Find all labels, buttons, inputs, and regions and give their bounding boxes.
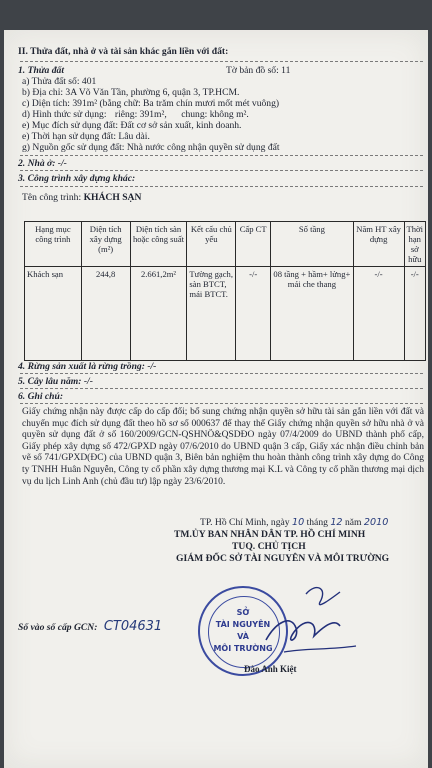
handwritten-signature bbox=[236, 562, 376, 672]
construction-name bbox=[22, 192, 141, 203]
map-sheet: Tờ bản đồ số: 11 bbox=[226, 65, 291, 76]
land-purpose: e) Mục đích sử dụng đất: Đất cơ sở sản xuất, kinh doanh. bbox=[22, 120, 242, 131]
date-place: TP. Hồ Chí Minh, ngày bbox=[200, 517, 290, 528]
perennial-line: 5. Cây lâu năm: -/- bbox=[18, 376, 93, 387]
registry-line bbox=[18, 621, 162, 633]
signer-title: GIÁM ĐỐC SỞ TÀI NGUYÊN VÀ MÔI TRƯỜNG bbox=[176, 553, 390, 564]
column-header: Cấp CT bbox=[236, 222, 271, 267]
column-header: Diện tích xây dựng (m²) bbox=[81, 222, 130, 267]
construction-name-label: Tên công trình: bbox=[22, 192, 82, 203]
certificate-page bbox=[4, 30, 428, 768]
divider bbox=[20, 170, 423, 171]
divider bbox=[20, 61, 423, 62]
registry-label: Số vào số cấp GCN: bbox=[18, 622, 98, 633]
date-month-label: tháng bbox=[306, 517, 328, 528]
signer-name: Đào Anh Kiệt bbox=[244, 664, 297, 674]
column-header: Diện tích sàn hoặc công suất bbox=[130, 222, 187, 267]
issuing-org: TM.ỦY BAN NHÂN DÂN TP. HỒ CHÍ MINH bbox=[174, 529, 366, 540]
divider bbox=[20, 186, 423, 187]
date-year-label: năm bbox=[344, 517, 362, 528]
authorization: TUQ. CHỦ TỊCH bbox=[232, 541, 306, 552]
seal-text: MÔI TRƯỜNG bbox=[213, 644, 273, 653]
section-title: II. Thửa đất, nhà ở và tài sản khác gắn liền với đất: bbox=[18, 46, 229, 57]
column-header: Số tầng bbox=[271, 222, 354, 267]
area: c) Diện tích: 391m² (bằng chữ: Ba trăm chín mươi mốt mét vuông) bbox=[22, 98, 280, 109]
column-header: Năm HT xây dựng bbox=[353, 222, 404, 267]
divider bbox=[20, 155, 423, 156]
date-day: 10 bbox=[291, 517, 305, 528]
table-cell: -/- bbox=[404, 267, 425, 361]
parcel-number: a) Thửa đất số: 401 bbox=[22, 76, 97, 87]
date-year: 2010 bbox=[363, 517, 389, 528]
table-row bbox=[25, 267, 426, 361]
divider bbox=[20, 373, 423, 374]
date-month: 12 bbox=[330, 517, 343, 528]
seal-text: VÀ bbox=[237, 632, 249, 641]
column-header: Thời hạn sở hữu bbox=[404, 222, 425, 267]
usage-shared: chung: không m². bbox=[181, 109, 249, 120]
registry-value: CT04631 bbox=[103, 619, 163, 634]
usage-private: riêng: 391m², bbox=[114, 109, 167, 120]
house-line: 2. Nhà ở: -/- bbox=[18, 158, 67, 169]
column-header: Hạng mục công trình bbox=[25, 222, 82, 267]
land-origin: g) Nguồn gốc sử dụng đất: Nhà nước công nhận quyền sử dụng đất bbox=[22, 142, 280, 153]
divider bbox=[20, 388, 423, 389]
table-cell: Khách sạn bbox=[25, 267, 82, 361]
forest-line: 4. Rừng sản xuất là rừng trồng: -/- bbox=[18, 361, 157, 372]
table-cell: 2.661,2m² bbox=[130, 267, 187, 361]
table-cell: 08 tầng + hầm+ lửng+ mái che thang bbox=[271, 267, 354, 361]
construction-heading: 3. Công trình xây dựng khác: bbox=[18, 173, 136, 184]
table-cell: 244,8 bbox=[81, 267, 130, 361]
seal-text: SỞ bbox=[236, 608, 250, 617]
usage-form-label: d) Hình thức sử dụng: bbox=[22, 109, 107, 120]
divider bbox=[20, 403, 423, 404]
table-cell: Tường gạch, sàn BTCT, mái BTCT. bbox=[187, 267, 236, 361]
address: b) Địa chỉ: 3A Võ Văn Tần, phường 6, quận 3, TP.HCM. bbox=[22, 87, 240, 98]
seal-text: TÀI NGUYÊN bbox=[215, 620, 271, 629]
land-heading: 1. Thửa đất bbox=[18, 65, 64, 76]
column-header: Kết cấu chủ yếu bbox=[187, 222, 236, 267]
signing-date bbox=[200, 517, 388, 528]
notes-heading: 6. Ghi chú: bbox=[18, 391, 64, 402]
usage-form bbox=[22, 109, 249, 120]
construction-table bbox=[24, 221, 426, 361]
construction-name-value: KHÁCH SẠN bbox=[83, 192, 142, 203]
notes-text: Giấy chứng nhận này được cấp do cấp đổi; bổ sung chứng nhận quyền sở hữu tài sản gắn liền với đất và chuyển mục đích sử dụng đất theo hồ sơ số 000637 để thay thế Giấy chứng nhận quyền sở hữu nhà ở và quyền sử dụng đất ở số 160/2009/GCN-QSHNÖ&QSDĐO ngày 07/4/2009 do UBND thành phố cấp, Giấy phép xây dựng số 472/GPXD ngày 07/6/2010 do UBND quận 3 cấp, Giấy xác nhận điều chỉnh bản vẽ số 741/GPXD(ĐC) của UBND quận 3, Biên bản nghiệm thu hoàn thành công trình xây dựng do Công ty TNHH Huân Nguyễn, Công ty cổ phần xây dựng thương mại K.L và Công ty cổ phần thương mại dịch vụ du lịch Linh Anh (chủ đầu tư) lập ngày 23/6/2010. bbox=[22, 407, 424, 487]
table-cell: -/- bbox=[353, 267, 404, 361]
land-term: e) Thời hạn sử dụng đất: Lâu dài. bbox=[22, 131, 150, 142]
table-cell: -/- bbox=[236, 267, 271, 361]
table-header-row bbox=[25, 222, 426, 267]
